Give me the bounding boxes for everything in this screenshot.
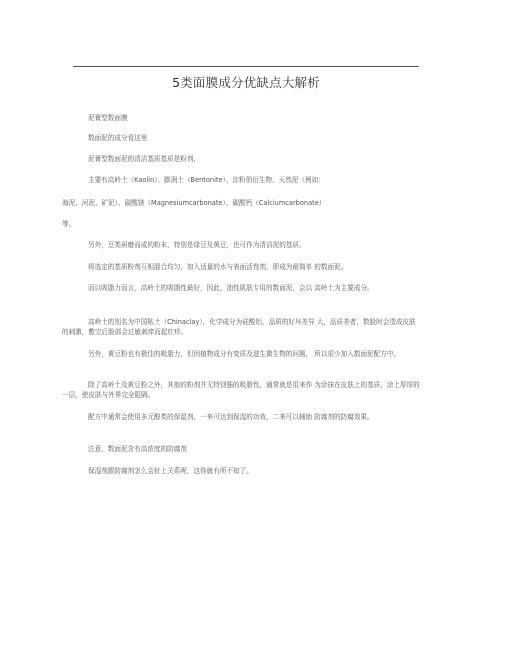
paragraph: 高岭土的别名为中国粘土（Chinaclay），化学成分为硅酸铝，品质的好坏差异 大，品质差者，数脸时会造成皮肤的刺激，敷完后脸部会过敏刺痒而起红疹。 [62,318,416,336]
paragraph: 海泥、河泥、矿泥）、碳酸镁（Magnesiumcarbonate）、碳酸钙（Calciumcarbonate） [62,199,326,207]
paragraph: 数面泥的成分看这里 [88,134,148,142]
paragraph: 泥膏型数面膜 [88,114,128,122]
paragraph: 另外，黄豆粉也有极佳的吸脂力，但因植物成分有变质及滋生微生物的问题， 所以很少加入数面泥配方中。 [88,350,401,358]
document-title: 5类面膜成分优缺点大解析 [172,75,320,90]
paragraph: 另外，豆类研磨而成的粉末，特别是绿豆及黄豆，也可作为清洁泥的基质。 [88,241,306,249]
paragraph: 注意，数面泥含有高浓度的防腐剂 [88,445,187,453]
paragraph: 泥膏型数面泥的清洁基质基质是粉剂， [88,155,201,163]
paragraph: 主要有高岭土（Kaolin）、膨润土（Bentonite）、淀粉俏衍生物、天然泥（例如： [88,176,325,184]
paragraph: 将选定的基质粉剂互相混合均匀，加入适量的水与表面活性剂，即成为最简单 的数面泥。 [88,263,348,271]
paragraph: 等。 [62,220,76,228]
paragraph: 除了高岭土及黄豆粉之外，其他的粉剂并无特别强的吸脂性，通常就是用来作 为涂抹在皮肤上的基质，涂上厚厚的一层，使皮肤与外界完全阻隔。 [62,381,420,399]
paragraph: 保湿剂跟防腐剂怎么会扯上关系呢，这你就有所不知了。 [88,467,253,475]
header-rule [73,66,419,67]
paragraph: 配方中通常会使用多元醇类的保湿剂，一来可达到保湿的功效，二来可以辅助 防腐剂的防腐效果。 [88,413,374,421]
paragraph: 而以吸脂力而言，高岭土的吸脂性最好，因此，油性肌肤专用的数面泥，会以 高岭土为主要成分。 [88,284,374,292]
